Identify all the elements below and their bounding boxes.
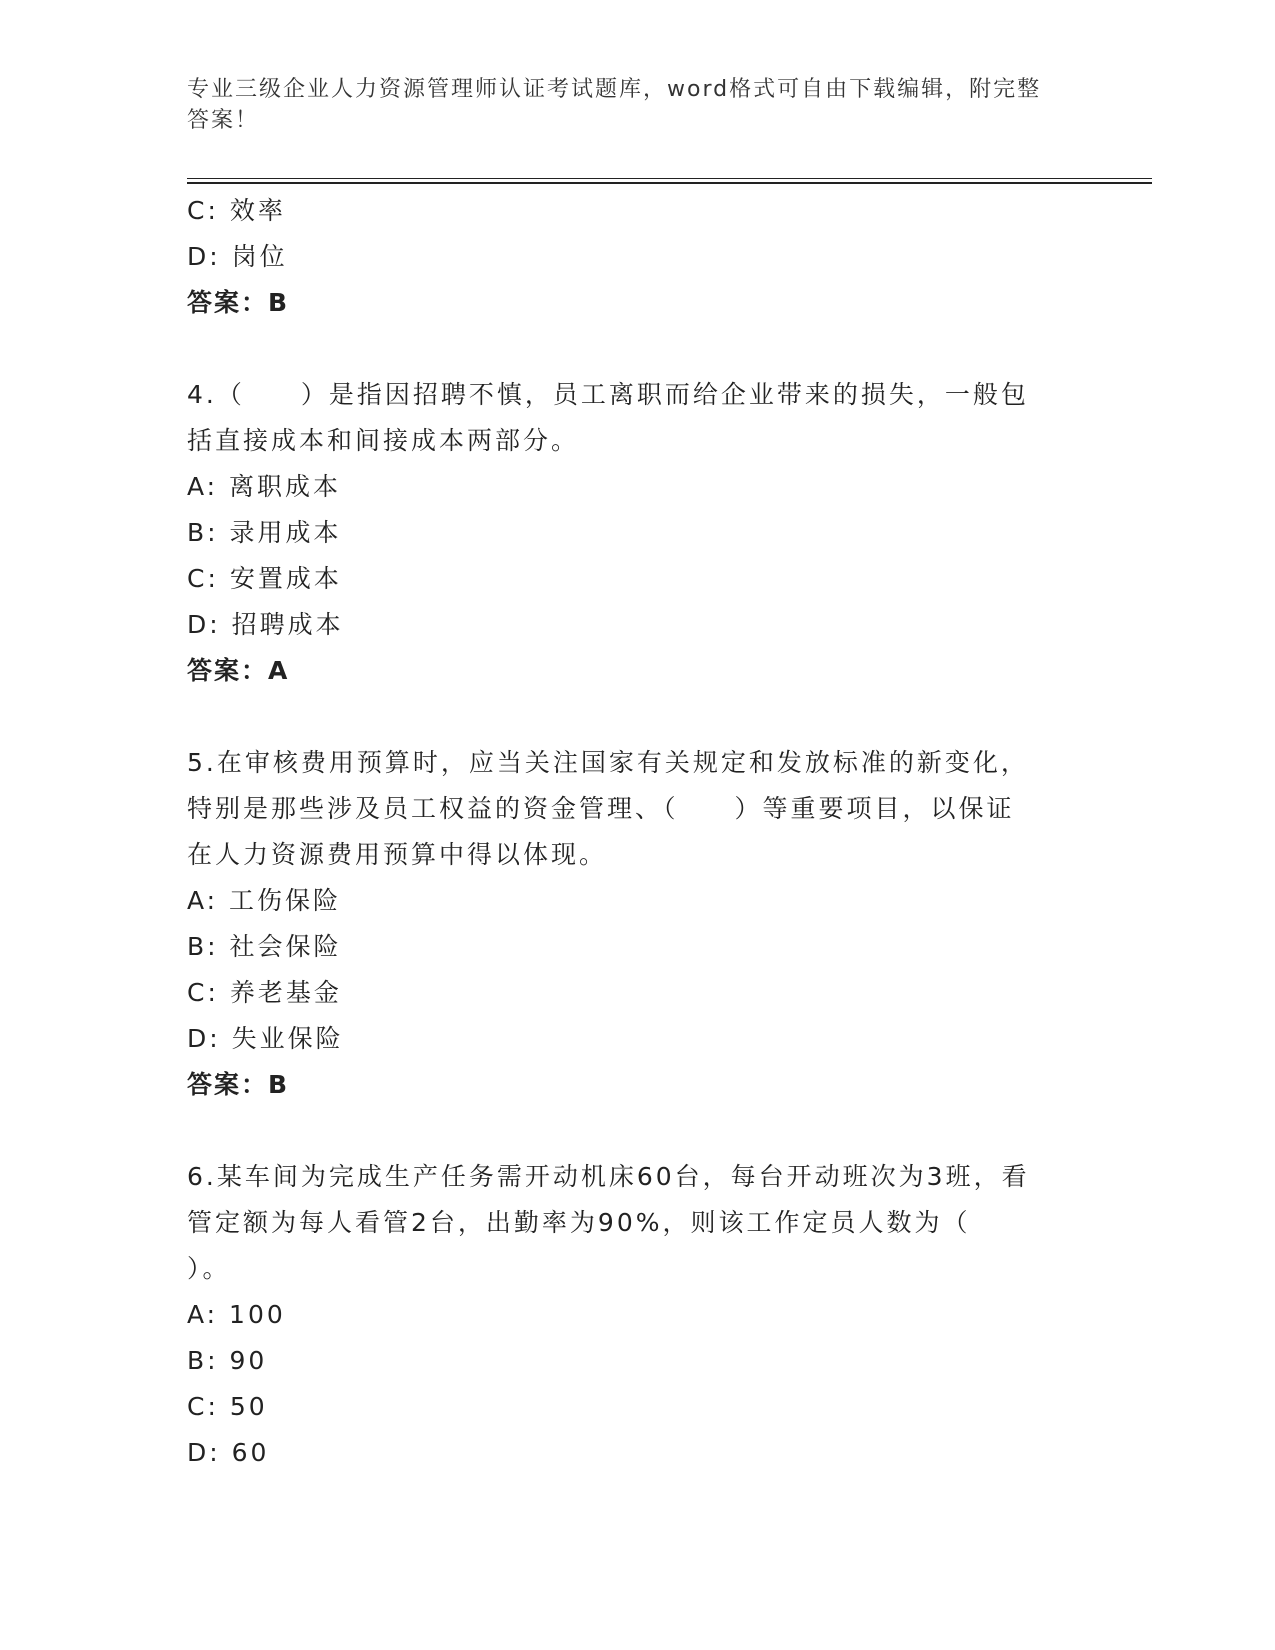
question-text-line: ）。 xyxy=(187,1254,231,1283)
question-6 xyxy=(187,1154,1087,1476)
header-rule-thin xyxy=(187,178,1152,179)
option-c: C: 50 xyxy=(187,1392,268,1421)
option-d: D: 失业保险 xyxy=(187,1024,344,1053)
question-4 xyxy=(187,372,1087,694)
answer-line: 答案：B xyxy=(187,1070,290,1099)
spacer xyxy=(187,1108,1087,1154)
question-text-line: 管定额为每人看管2台，出勤率为90%，则该工作定员人数为（ xyxy=(187,1208,971,1237)
question-text-line: 5.在审核费用预算时，应当关注国家有关规定和发放标准的新变化， xyxy=(187,748,1029,777)
option-d: D: 岗位 xyxy=(187,242,288,271)
option-c: C: 安置成本 xyxy=(187,564,342,593)
option-b: B: 90 xyxy=(187,1346,268,1375)
question-text-line: 括直接成本和间接成本两部分。 xyxy=(187,426,580,455)
question-5 xyxy=(187,740,1087,1108)
option-d: D: 60 xyxy=(187,1438,270,1467)
header-line-2: 答案！ xyxy=(187,108,260,133)
option-d: D: 招聘成本 xyxy=(187,610,344,639)
spacer xyxy=(187,694,1087,740)
question-text-line: 6.某车间为完成生产任务需开动机床60台，每台开动班次为3班，看 xyxy=(187,1162,1030,1191)
option-a: A: 工伤保险 xyxy=(187,886,342,915)
answer-line: 答案：A xyxy=(187,656,290,685)
question-text-line: 在人力资源费用预算中得以体现。 xyxy=(187,840,608,869)
option-b: B: 录用成本 xyxy=(187,518,342,547)
answer-line: 答案：B xyxy=(187,288,290,317)
option-c: C: 养老基金 xyxy=(187,978,342,1007)
header-rule-thick xyxy=(187,182,1152,184)
question-prev xyxy=(187,188,1087,326)
option-c: C: 效率 xyxy=(187,196,286,225)
option-a: A: 离职成本 xyxy=(187,472,342,501)
option-a: A: 100 xyxy=(187,1300,286,1329)
option-b: B: 社会保险 xyxy=(187,932,342,961)
question-list xyxy=(187,188,1087,1476)
page-header xyxy=(187,74,1067,136)
header-line-1: 专业三级企业人力资源管理师认证考试题库，word格式可自由下载编辑，附完整 xyxy=(187,77,1042,102)
spacer xyxy=(187,326,1087,372)
question-text-line: 4.（ ）是指因招聘不慎，员工离职而给企业带来的损失，一般包 xyxy=(187,380,1029,409)
question-text-line: 特别是那些涉及员工权益的资金管理、（ ）等重要项目，以保证 xyxy=(187,794,1015,823)
